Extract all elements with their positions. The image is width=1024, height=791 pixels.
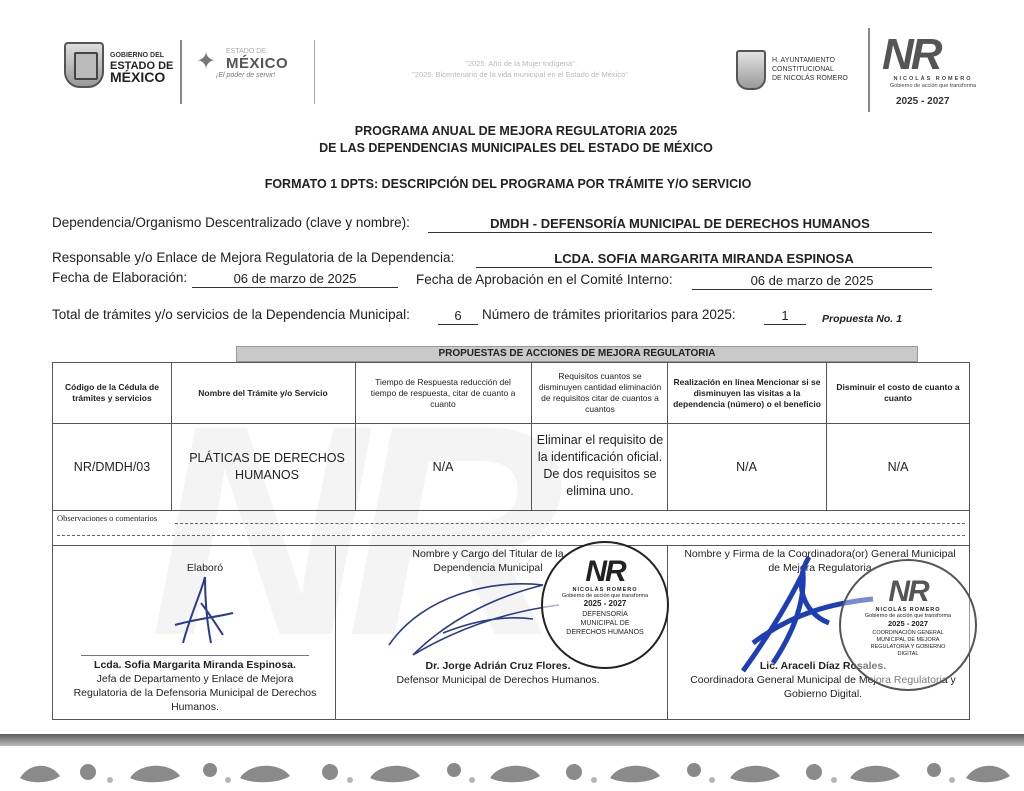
table-banner: PROPUESTAS DE ACCIONES DE MEJORA REGULATORIA — [236, 346, 918, 362]
defensoria-stamp — [541, 541, 669, 669]
ayuntamiento-logo — [736, 50, 856, 94]
coordinadora-role: Coordinadora General Municipal de Mejora Regulatoria y Gobierno Digital. — [690, 674, 956, 700]
brand-logo-slogan: ¡El poder de servir! — [216, 72, 276, 79]
nicolas-romero-logo — [878, 30, 988, 112]
nr-logo-name: NICOLÁS ROMERO — [893, 76, 973, 82]
gov-logo-line2: ESTADO DE — [110, 60, 174, 72]
header-requisitos: Requisitos cuantos se disminuyen cantidad eliminación de requisitos citar de cuantos a cuantos — [538, 371, 662, 414]
header-nombre: Nombre del Trámite y/o Servicio — [198, 387, 328, 398]
col-divider — [171, 363, 172, 510]
row-divider — [53, 545, 969, 546]
observaciones-line — [57, 535, 965, 536]
row-divider — [53, 423, 969, 424]
elaboro-name: Lcda. Sofia Margarita Miranda Espinosa. — [94, 659, 296, 671]
titular-name: Dr. Jorge Adrián Cruz Flores. — [425, 660, 571, 672]
nr-logo-years: 2025 - 2027 — [896, 96, 950, 107]
col-divider — [826, 363, 827, 510]
star-icon: ✦ — [196, 47, 217, 75]
fecha-aprobacion-label: Fecha de Aprobación en el Comité Interno: — [416, 272, 673, 287]
elaboro-signature — [171, 573, 241, 651]
header-tiempo: Tiempo de Respuesta reducción del tiempo de respuesta, citar de cuanto a cuanto — [370, 376, 516, 409]
estado-mexico-brand-logo — [192, 46, 304, 90]
dependencia-value: DMDH - DEFENSORÍA MUNICIPAL DE DERECHOS HUMANOS — [428, 216, 932, 233]
gobierno-estado-mexico-logo — [64, 42, 176, 90]
propuesta-number: Propuesta No. 1 — [822, 313, 902, 325]
stamp-name: NICOLÁS ROMERO — [875, 607, 941, 613]
cell-nombre: PLÁTICAS DE DERECHOS HUMANOS — [189, 451, 345, 482]
stamp-years: 2025 - 2027 — [887, 619, 929, 628]
coat-of-arms-icon — [64, 42, 104, 88]
elaboro-heading: Elaboró — [186, 562, 224, 574]
nr-logo-slogan: Gobierno de acción que transforma — [889, 83, 977, 89]
prioritarios-value: 1 — [764, 308, 806, 325]
cell-tiempo: N/A — [432, 459, 454, 474]
letterhead — [0, 0, 1024, 110]
stamp-slogan: Gobierno de acción que transforma — [561, 593, 649, 599]
ayto-line1: H. AYUNTAMIENTO — [772, 57, 836, 64]
document-title-line1: PROGRAMA ANUAL DE MEJORA REGULATORIA 2025 — [354, 124, 678, 138]
header-divider — [180, 40, 182, 104]
elaboro-role: Jefa de Departamento y Enlace de Mejora Regulatoria de la Defensoria Municipal de Derechos Humanos. — [73, 673, 317, 713]
format-title: FORMATO 1 DPTS: DESCRIPCIÓN DEL PROGRAMA POR TRÁMITE Y/O SERVICIO — [264, 177, 752, 191]
header-codigo: Código de la Cédula de trámites y servicios — [65, 382, 159, 403]
stamp-unit: DEFENSORÍA MUNICIPAL DE DERECHOS HUMANOS — [566, 611, 644, 636]
header-divider — [314, 40, 315, 104]
dependencia-label: Dependencia/Organismo Descentralizado (clave y nombre): — [52, 215, 410, 230]
cell-codigo: NR/DMDH/03 — [73, 459, 151, 474]
stamp-letters: NR — [585, 555, 625, 588]
responsable-label: Responsable y/o Enlace de Mejora Regulatoria de la Dependencia: — [52, 250, 455, 265]
prioritarios-label: Número de trámites prioritarios para 2025: — [482, 307, 736, 322]
gov-logo-line3: MÉXICO — [110, 69, 166, 85]
footer-band — [0, 734, 1024, 746]
stamp-letters: NR — [888, 575, 928, 608]
signature-divider — [335, 545, 336, 720]
coordinacion-stamp — [839, 559, 977, 691]
col-divider — [667, 363, 668, 510]
proposals-table — [52, 362, 970, 720]
observaciones-line — [175, 523, 965, 524]
brand-logo-top: ESTADO DE — [226, 48, 266, 55]
stamp-unit: COORDINACIÓN GENERAL MUNICIPAL DE MEJORA REGULATORIA Y GOBIERNO DIGITAL — [870, 630, 946, 657]
motto-line: "2025. Año de la Mujer Indígena" — [465, 59, 575, 68]
brand-logo-name: MÉXICO — [226, 55, 289, 72]
elaboro-block — [71, 658, 319, 714]
motto-line: "2025. Bicentenario de la vida municipal en el Estado de México" — [412, 70, 628, 79]
nr-logo-letters: NR — [882, 30, 940, 79]
titular-role: Defensor Municipal de Derechos Humanos. — [396, 674, 600, 686]
fecha-elaboracion-label: Fecha de Elaboración: — [52, 270, 188, 285]
row-divider — [53, 510, 969, 511]
ayto-line2: CONSTITUCIONAL — [772, 66, 834, 73]
col-divider — [355, 363, 356, 510]
header-en-linea: Realización en línea Mencionar si se disminuyen las visitas a la dependencia (número) o el beneficio — [673, 376, 821, 409]
header-divider — [868, 28, 870, 112]
gov-logo-line1: GOBIERNO DEL — [110, 52, 165, 59]
municipal-shield-icon — [736, 50, 766, 90]
footer-decoration — [0, 750, 1024, 791]
cell-costo: N/A — [887, 459, 909, 474]
year-mottos — [330, 58, 710, 80]
fecha-aprobacion-value: 06 de marzo de 2025 — [692, 273, 932, 290]
ayto-line3: DE NICOLÁS ROMERO — [772, 75, 848, 82]
total-tramites-label: Total de trámites y/o servicios de la Dependencia Municipal: — [52, 307, 410, 322]
cell-requisitos: Eliminar el requisito de la identificación oficial. De dos requisitos se elimina uno. — [536, 433, 664, 498]
fecha-elaboracion-value: 06 de marzo de 2025 — [192, 271, 398, 288]
responsable-value: LCDA. SOFIA MARGARITA MIRANDA ESPINOSA — [476, 251, 932, 268]
cell-en-linea: N/A — [736, 459, 757, 474]
observaciones-label: Observaciones o comentarios — [57, 513, 158, 523]
signature-divider — [667, 545, 668, 720]
header-costo: Disminuir el costo de cuanto a cuanto — [836, 382, 960, 403]
total-tramites-value: 6 — [438, 308, 478, 325]
stamp-name: NICOLÁS ROMERO — [572, 587, 638, 593]
stamp-slogan: Gobierno de acción que transforma — [864, 613, 952, 619]
coordinadora-name: Lic. Araceli Díaz Rosales. — [759, 660, 887, 672]
document-title-line2: DE LAS DEPENDENCIAS MUNICIPALES DEL ESTADO DE MÉXICO — [319, 141, 713, 155]
stamp-years: 2025 - 2027 — [583, 599, 627, 608]
coordinadora-heading: Nombre y Firma de la Coordinadora(or) General Municipal de Mejora Regulatoria — [684, 548, 956, 574]
titular-heading: Nombre y Cargo del Titular de la Dependencia Municipal — [412, 548, 564, 574]
titular-signature — [383, 575, 563, 663]
col-divider — [531, 363, 532, 510]
signature-line — [81, 655, 309, 656]
